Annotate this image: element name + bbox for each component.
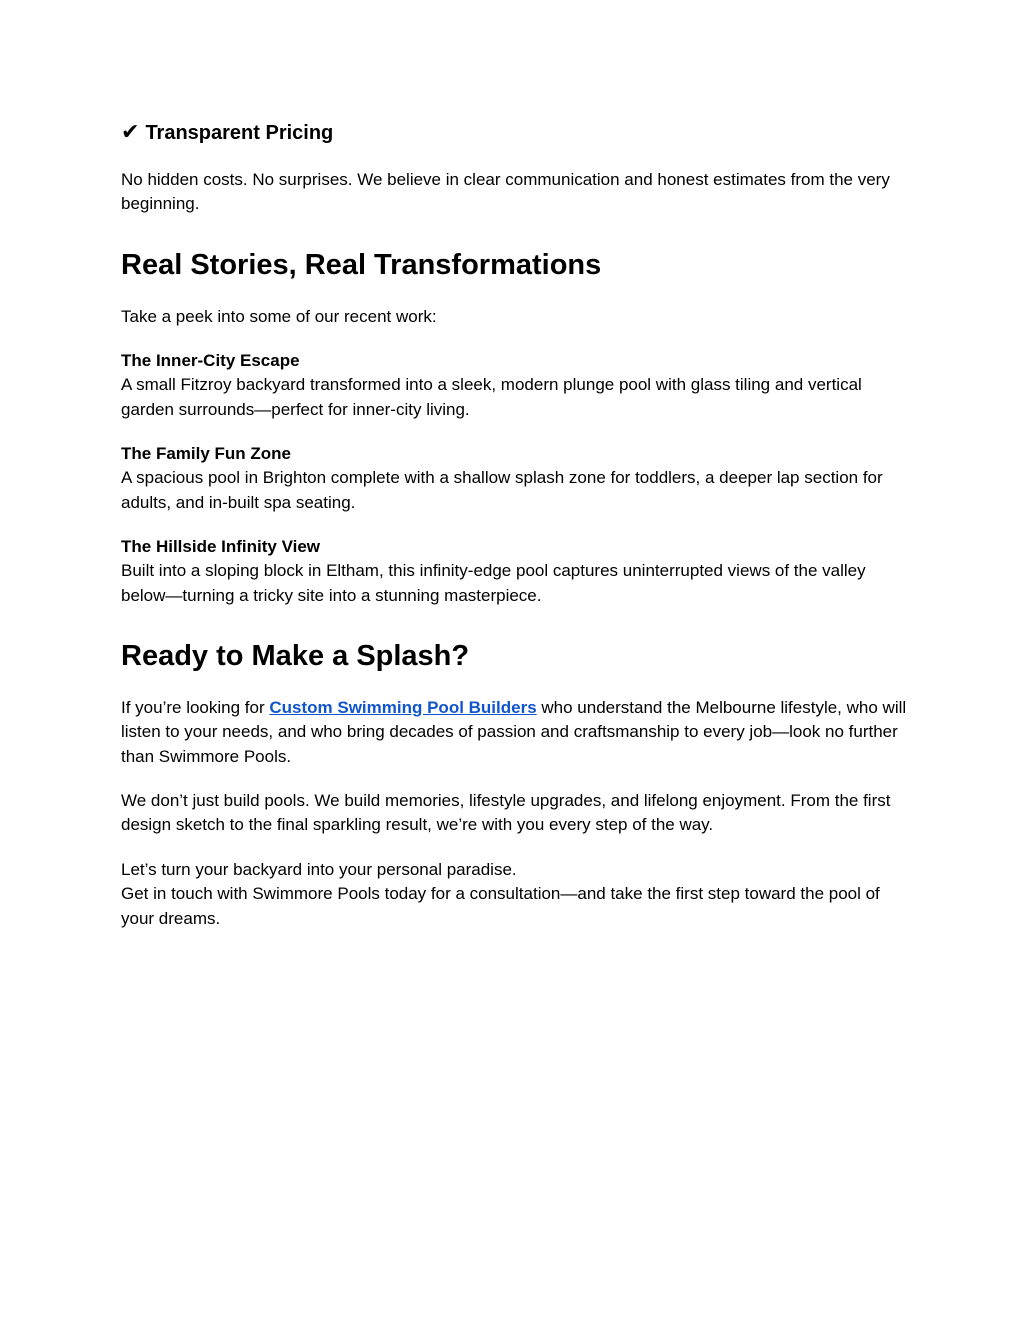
pricing-paragraph: No hidden costs. No surprises. We believe in clear communication and honest estimates from the very beginning. (121, 170, 890, 214)
story-paragraph (121, 349, 911, 422)
cta-paragraph-1 (121, 696, 911, 769)
story-title: The Family Fun Zone (121, 444, 292, 463)
custom-pool-builders-link[interactable]: Custom Swimming Pool Builders (269, 698, 537, 717)
pricing-heading-text: Transparent Pricing (145, 122, 334, 144)
story-title: The Inner-City Escape (121, 351, 300, 370)
pricing-paragraph-block (121, 168, 911, 217)
story-item (121, 442, 911, 515)
story-text: Built into a sloping block in Eltham, this infinity-edge pool captures uninterrupted views of the valley below—turning a tricky site into a stunning masterpiece. (121, 561, 866, 605)
story-text: A small Fitzroy backyard transformed into a sleek, modern plunge pool with glass tiling and vertical garden surrounds—perfect for inner-city living. (121, 375, 862, 419)
cta-paragraph-2-block (121, 789, 911, 838)
story-item (121, 535, 911, 608)
cta-heading-block (121, 638, 911, 674)
stories-heading-block (121, 247, 911, 283)
story-paragraph (121, 442, 911, 515)
story-text: A spacious pool in Brighton complete with a shallow splash zone for toddlers, a deeper lap section for adults, and in-built spa seating. (121, 468, 883, 512)
cta-p1-tail: who understand the Melbourne lifestyle, who will listen to your needs, and who bring decades of passion and craftsmanship to every job—look no further than Swimmore Pools. (121, 698, 907, 766)
cta-paragraph-1-block (121, 696, 911, 769)
story-title: The Hillside Infinity View (121, 537, 321, 556)
cta-p3-line2: Get in touch with Swimmore Pools today for a consultation—and take the first step toward the pool of your dreams. (121, 884, 880, 928)
cta-p3-line1: Let’s turn your backyard into your personal paradise. (121, 860, 517, 879)
stories-intro: Take a peek into some of our recent work: (121, 307, 437, 326)
cta-paragraph-3-block (121, 858, 911, 931)
stories-heading: Real Stories, Real Transformations (121, 249, 602, 281)
cta-paragraph-3 (121, 858, 911, 931)
cta-paragraph-2: We don’t just build pools. We build memories, lifestyle upgrades, and lifelong enjoyment. From the first design sketch to the final sparkling result, we’re with you every step of the way. (121, 791, 891, 835)
cta-p1-lead: If you’re looking for (121, 698, 270, 717)
checkmark-icon: ✔ (121, 120, 140, 145)
stories-intro-block (121, 305, 911, 329)
story-paragraph (121, 535, 911, 608)
story-item (121, 349, 911, 422)
pricing-heading (121, 120, 333, 146)
cta-heading: Ready to Make a Splash? (121, 640, 470, 672)
